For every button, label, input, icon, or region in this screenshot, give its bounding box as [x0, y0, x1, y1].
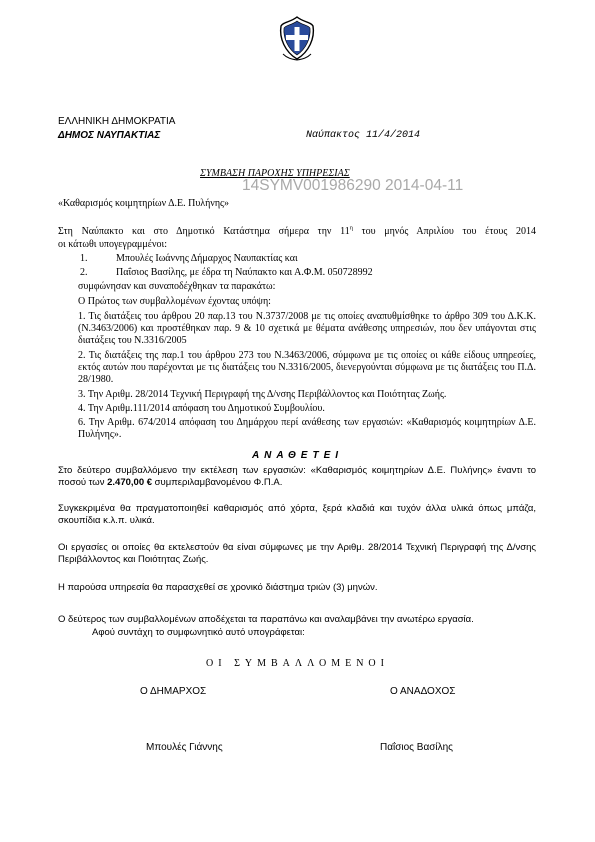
- party-2-number: 2.: [80, 267, 88, 278]
- party-1-number: 1.: [80, 253, 88, 264]
- municipality-name: ΔΗΜΟΣ ΝΑΥΠΑΚΤΙΑΣ: [58, 130, 161, 141]
- assignment-paragraph: Στο δεύτερο συμβαλλόμενο την εκτέλεση των εργασιών: «Καθαρισμός κοιμητηρίων Δ.Ε. Πυλήνης» έναντι το ποσού των 2.470,00 € συμπεριλαμβανομένου Φ.Π.Α.: [58, 465, 536, 488]
- mayor-role: Ο ΔΗΜΑΡΧΟΣ: [140, 686, 207, 697]
- signing-paragraph: Αφού συντάχη το συμφωνητικό αυτό υπογράφεται:: [92, 627, 305, 638]
- contract-title: ΣΥΜΒΑΣΗ ΠΑΡΟΧΗΣ ΥΠΗΡΕΣΙΑΣ: [200, 168, 350, 179]
- assigns-heading: ΑΝΑΘΕΤΕΙ: [251, 450, 344, 461]
- contract-amount: 2.470,00 €: [107, 477, 153, 488]
- agreed-text: συμφώνησαν και συναποδέχθηκαν τα παρακάτω:: [78, 281, 276, 292]
- article-2: 2. Τις διατάξεις της παρ.1 του άρθρου 273 του Ν.3463/2006, σύμφωνα με τις οποίες οι κάθε είδους υπηρεσίες, εκτός αυτών που παρέχονται με τις διατάξεις του Ν.3316/2005, διενεργούνται σύμφωνα με τις διατάξεις του Π.Δ. 28/1980.: [78, 350, 536, 385]
- party-2-name: Παΐσιος Βασίλης, με έδρα τη Ναύπακτο και Α.Φ.Μ. 050728992: [116, 267, 373, 278]
- republic-name: ΕΛΛΗΝΙΚΗ ΔΗΜΟΚΡΑΤΙΑ: [58, 116, 176, 127]
- article-3: 3. Την Αριθμ. 28/2014 Τεχνική Περιγραφή της Δ/νσης Περιβάλλοντος και Ποιότητας Ζωής.: [78, 389, 447, 400]
- article-6: 6. Την Αριθμ. 674/2014 απόφαση του Δημάρχου περί ανάθεσης των εργασιών: «Καθαρισμός κοιμητηρίων Δ.Ε. Πυλήνης».: [78, 417, 536, 440]
- party-1-name: Μπουλές Ιωάννης Δήμαρχος Ναυπακτίας και: [116, 253, 298, 264]
- contract-subtitle: «Καθαρισμός κοιμητηρίων Δ.Ε. Πυλήνης»: [58, 198, 230, 209]
- contractor-role: Ο ΑΝΑΔΟΧΟΣ: [390, 686, 456, 697]
- specification-paragraph: Οι εργασίες οι οποίες θα εκτελεστούν θα είναι σύμφωνες με την Αριθμ. 28/2014 Τεχνική Περιγραφή της Δ/νσης Περιβάλλοντος και Ποιότητας Ζωής.: [58, 542, 536, 565]
- considering-text: Ο Πρώτος των συμβαλλομένων έχοντας υπόψη:: [78, 296, 271, 307]
- contractor-name: Παΐσιος Βασίλης: [380, 742, 454, 753]
- article-1: 1. Τις διατάξεις του άρθρου 20 παρ.13 του Ν.3737/2008 με τις οποίες αναπυθμίσθηκε το άρθρο 309 του Δ.Κ.Κ. (Ν.3463/2006) και προστέθηκαν παρ. 9 & 10 σχετικά με θέματα ανάθεσης υπηρεσιών, που δεν υπάγονται στις διατάξεις του Ν.3316/2005: [78, 311, 536, 346]
- duration-paragraph: Η παρούσα υπηρεσία θα παρασχεθεί σε χρονικό διάστημα τριών (3) μηνών.: [58, 582, 378, 593]
- acceptance-paragraph: Ο δεύτερος των συμβαλλομένων αποδέχεται τα παραπάνω και αναλαμβάνει την ανωτέρω εργασία.: [58, 614, 474, 625]
- signatories-heading: ΟΙ ΣΥΜΒΑΛΛΟΜΕΝΟΙ: [206, 658, 389, 669]
- mayor-name: Μπουλές Γιάννης: [146, 742, 223, 753]
- coat-of-arms-icon: [277, 14, 317, 62]
- article-4: 4. Την Αριθμ.111/2014 απόφαση του Δημοτικού Συμβουλίου.: [78, 403, 325, 414]
- scope-paragraph: Συγκεκριμένα θα πραγματοποιηθεί καθαρισμός από χόρτα, ξερά κλαδιά και τυχόν άλλα υλικά όπως μπάζα, σκουπίδια κ.λ.π. υλικά.: [58, 503, 536, 526]
- intro-line-2: οι κάτωθι υπογεγραμμένοι:: [58, 239, 167, 250]
- place-date: Ναύπακτος 11/4/2014: [306, 130, 421, 141]
- watermark-ada: 14SYMV001986290 2014-04-11: [242, 177, 464, 194]
- intro-line-1: Στη Ναύπακτο και στο Δημοτικό Κατάστημα σήμερα την $11^\eta$ του μηνός Απριλίου του έτους 2014: [58, 225, 536, 237]
